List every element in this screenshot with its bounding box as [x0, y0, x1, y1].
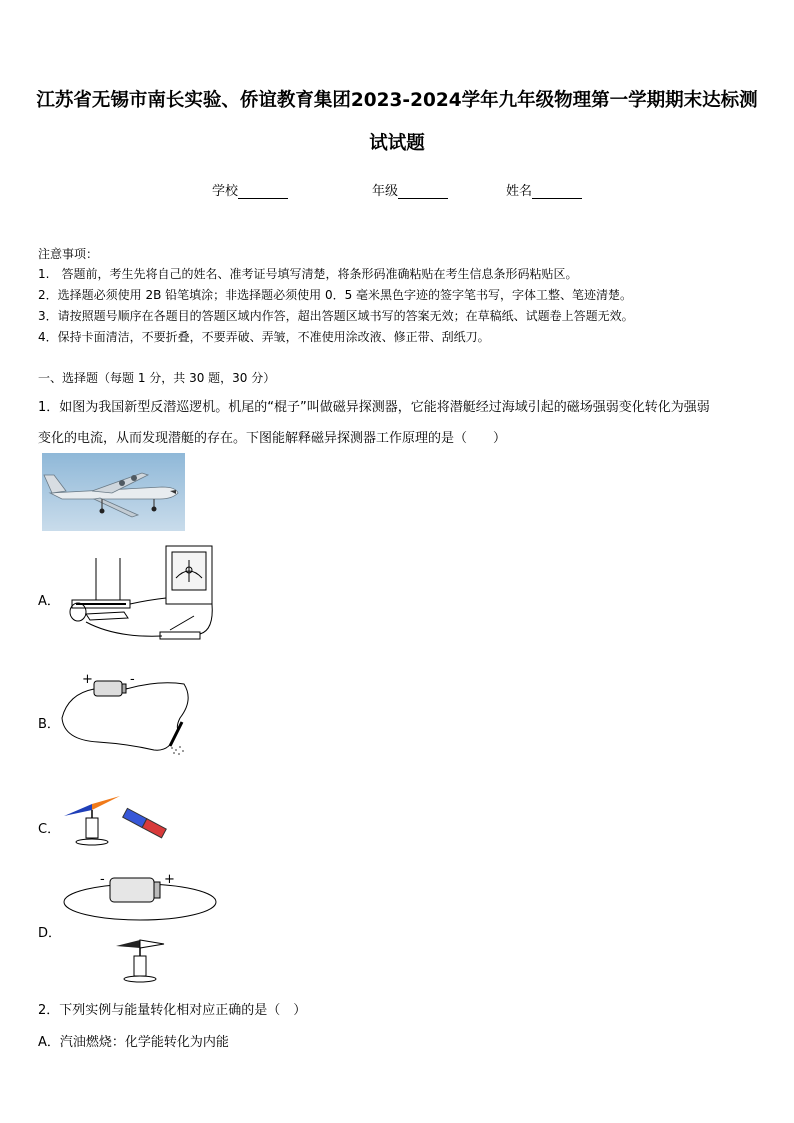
name-label: 姓名	[506, 184, 533, 199]
q1-option-c-diagram	[60, 792, 172, 850]
grade-field	[372, 180, 448, 199]
minus-sign: -	[100, 872, 105, 887]
note-item: 3．请按照题号顺序在各题目的答题区域内作答，超出答题区域书写的答案无效；在草稿纸、试题卷上答题无效。	[38, 309, 634, 323]
name-field	[506, 180, 582, 199]
q2-stem: 2．下列实例与能量转化相对应正确的是（ ）	[38, 1003, 307, 1018]
note-item: 2．选择题必须使用 2B 铅笔填涂；非选择题必须使用 0．5 毫米黑色字迹的签字笔书写，字体工整、笔迹清楚。	[38, 288, 633, 302]
school-field	[212, 180, 288, 199]
page-title-line2: 试试题	[369, 133, 425, 154]
q1-stem-line1: 1．如图为我国新型反潜巡逻机。机尾的“棍子”叫做磁异探测器，它能将潜艇经过海域引起的磁场强弱变化转化为强弱	[38, 400, 710, 415]
minus-sign: -	[130, 672, 135, 687]
q1-stem-line2: 变化的电流，从而发现潜艇的存在。下图能解释磁异探测器工作原理的是（ ）	[38, 431, 507, 446]
q1-option-a-diagram	[66, 542, 218, 646]
q2-option-a: A．汽油燃烧：化学能转化为内能	[38, 1035, 229, 1050]
school-label: 学校	[212, 184, 239, 199]
patrol-aircraft-image	[42, 453, 185, 531]
school-blank	[238, 185, 288, 199]
q1-option-d-diagram	[60, 868, 224, 988]
q1-option-b-label: B．	[38, 717, 60, 732]
page-title-line1: 江苏省无锡市南长实验、侨谊教育集团2023-2024学年九年级物理第一学期期末达标测	[36, 90, 758, 111]
grade-blank	[398, 185, 448, 199]
q1-option-b-diagram	[58, 670, 198, 756]
q1-option-c-label: C．	[38, 822, 61, 837]
q1-option-a-label: A．	[38, 594, 60, 609]
grade-label: 年级	[372, 184, 399, 199]
notes-heading: 注意事项：	[38, 247, 99, 261]
note-item: 1. 答题前，考生先将自己的姓名、准考证号填写清楚，将条形码准确粘贴在考生信息条形码粘贴区。	[38, 267, 578, 281]
plus-sign: +	[164, 872, 175, 887]
plus-sign: +	[82, 672, 93, 687]
name-blank	[532, 185, 582, 199]
section-heading: 一、选择题（每题 1 分，共 30 题，30 分）	[38, 371, 276, 385]
note-item: 4．保持卡面清洁，不要折叠，不要弄破、弄皱，不准使用涂改液、修正带、刮纸刀。	[38, 330, 490, 344]
q1-option-d-label: D．	[38, 926, 62, 941]
